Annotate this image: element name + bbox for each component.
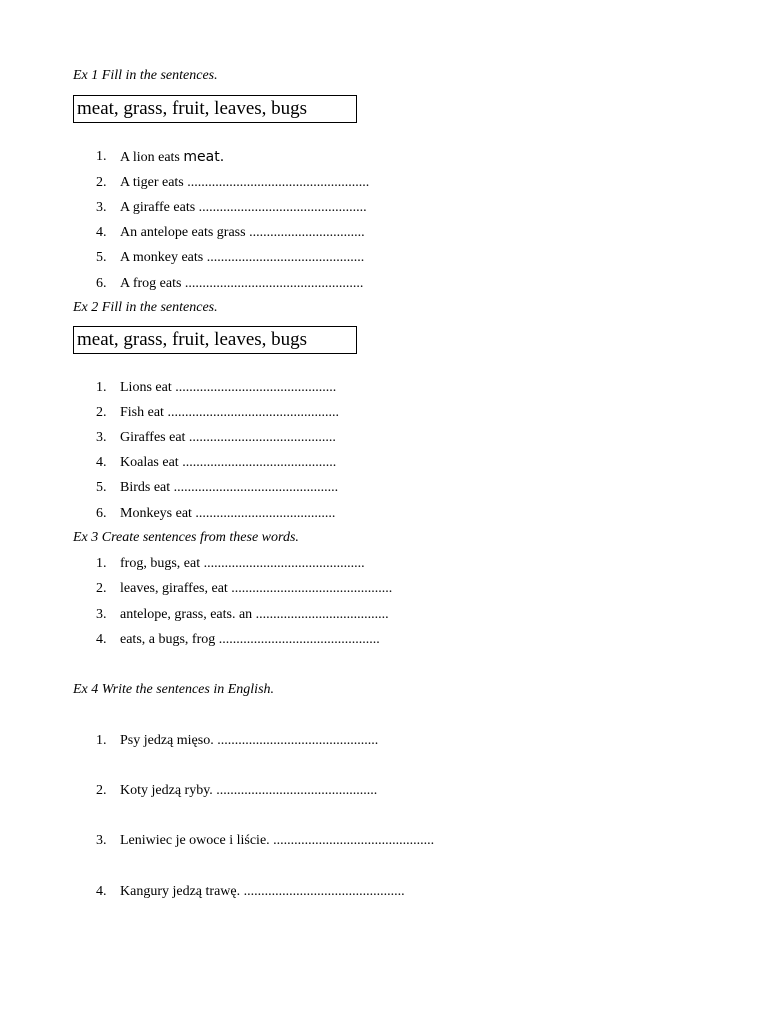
item-text: Kangury jedzą trawę. .............................................. bbox=[120, 884, 405, 899]
ex1-heading: Ex 1 Fill in the sentences. bbox=[73, 68, 218, 83]
item-number: 5. bbox=[96, 480, 107, 495]
item-text: An antelope eats grass ................................. bbox=[120, 225, 365, 240]
item-number: 2. bbox=[96, 175, 107, 190]
item-prompt: A lion eats bbox=[120, 150, 184, 165]
item-number: 4. bbox=[96, 455, 107, 470]
item-number: 2. bbox=[96, 581, 107, 596]
item-number: 1. bbox=[96, 149, 107, 164]
item-number: 3. bbox=[96, 200, 107, 215]
item-text: eats, a bugs, frog .............................................. bbox=[120, 632, 380, 647]
item-number: 1. bbox=[96, 733, 107, 748]
ex1-word-box: meat, grass, fruit, leaves, bugs bbox=[73, 95, 357, 123]
item-number: 2. bbox=[96, 783, 107, 798]
item-answer: meat. bbox=[183, 149, 225, 165]
item-text: Leniwiec je owoce i liście. .............................................. bbox=[120, 833, 435, 848]
item-text: Lions eat .............................................. bbox=[120, 380, 337, 395]
item-number: 2. bbox=[96, 405, 107, 420]
item-text: Monkeys eat ........................................ bbox=[120, 506, 336, 521]
item-text: leaves, giraffes, eat .............................................. bbox=[120, 581, 393, 596]
item-number: 1. bbox=[96, 380, 107, 395]
item-text: Koalas eat ............................................ bbox=[120, 455, 337, 470]
item-number: 6. bbox=[96, 276, 107, 291]
item-number: 6. bbox=[96, 506, 107, 521]
item-text: A tiger eats .................................................... bbox=[120, 175, 370, 190]
item-number: 1. bbox=[96, 556, 107, 571]
item-text: Birds eat ............................................... bbox=[120, 480, 339, 495]
item-number: 4. bbox=[96, 225, 107, 240]
item-number: 3. bbox=[96, 833, 107, 848]
item-text: Psy jedzą mięso. .............................................. bbox=[120, 733, 379, 748]
item-text: Koty jedzą ryby. .............................................. bbox=[120, 783, 378, 798]
item-text: Fish eat ................................................. bbox=[120, 405, 339, 420]
item-text bbox=[120, 149, 224, 166]
item-text: A giraffe eats ................................................ bbox=[120, 200, 367, 215]
item-text: A monkey eats ............................................. bbox=[120, 250, 365, 265]
ex2-heading: Ex 2 Fill in the sentences. bbox=[73, 300, 218, 315]
item-number: 3. bbox=[96, 430, 107, 445]
item-text: antelope, grass, eats. an ...................................... bbox=[120, 607, 389, 622]
item-number: 3. bbox=[96, 607, 107, 622]
item-text: Giraffes eat .......................................... bbox=[120, 430, 336, 445]
ex4-heading: Ex 4 Write the sentences in English. bbox=[73, 682, 275, 697]
ex2-word-box: meat, grass, fruit, leaves, bugs bbox=[73, 326, 357, 354]
ex3-heading: Ex 3 Create sentences from these words. bbox=[73, 530, 299, 545]
item-text: frog, bugs, eat .............................................. bbox=[120, 556, 365, 571]
item-number: 4. bbox=[96, 884, 107, 899]
item-number: 5. bbox=[96, 250, 107, 265]
item-number: 4. bbox=[96, 632, 107, 647]
item-text: A frog eats ................................................... bbox=[120, 276, 364, 291]
